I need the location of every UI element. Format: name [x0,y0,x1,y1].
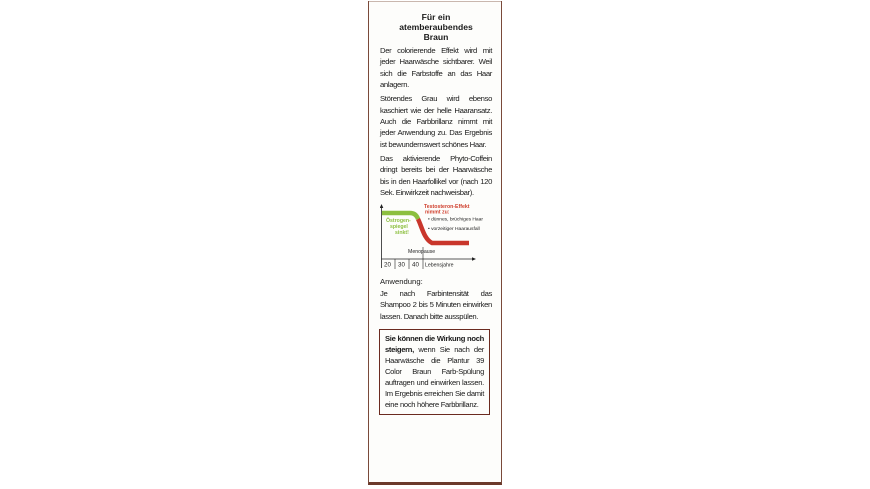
left-label-line-3: sinkt! [395,230,409,237]
label-heading: Für ein atemberaubendes Braun [399,12,473,42]
bullet-line-2: • vorzeitiger Haarausfall [428,227,480,233]
hormone-chart-svg [380,203,492,275]
right-title-line-2: nimmt zu: [425,209,450,216]
x-axis-label: Lebensjahre [425,262,454,269]
y-axis-arrow [380,204,383,208]
paragraph-phyto-coffein: Das aktivierende Phyto-Coffein dringt bereits bei der Haarwäsche bis in den Haarfollikel vor (nach 120 Sek. Einwirkzeit nachweisbar). [380,153,492,198]
product-label-panel [368,1,502,485]
usage-text: Je nach Farbintensität das Shampoo 2 bis 5 Minuten einwirken lassen. Danach bitte ausspülen. [380,288,492,321]
tip-strong: Sie können die Wirkung noch steigern, [385,334,484,354]
tip-box [379,329,490,415]
x-axis-arrow [472,258,476,262]
tick-label-20: 20 [384,261,391,269]
paragraph-grey-coverage: Störendes Grau wird ebenso kaschiert wie der helle Haaransatz. Auch die Farbbrillanz nimmt mit jeder Anwendung zu. Das Ergebnis ist bewundernswert schönes Haar. [380,94,492,149]
bullet-line-1: • dünnes, brüchiges Haar [428,217,483,223]
panel-top-edge [369,1,501,2]
label-content [380,12,492,415]
left-label-line-1: Östrogen- [386,218,411,225]
tick-label-30: 30 [398,261,405,269]
tick-label-40: 40 [412,261,419,269]
hormone-chart [380,203,492,275]
usage-title: Anwendung: [380,277,423,287]
left-label-line-2: spiegel [390,224,408,231]
paragraph-color-effect: Der colorierende Effekt wird mit jeder Haarwäsche sichtbarer. Weil sich die Farbstoffe an das Haar anlagern. [380,46,492,90]
menopause-label: Menopause [408,249,436,256]
right-title-line-1: Testosteron-Effekt [424,204,470,211]
tip-text: wenn Sie nach der Haarwäsche die Plantur 39 Color Braun Farb-Spülung auftragen und einwirken lassen. Im Ergebnis erreichen Sie damit eine noch höhere Farbbrillanz. [385,345,484,409]
